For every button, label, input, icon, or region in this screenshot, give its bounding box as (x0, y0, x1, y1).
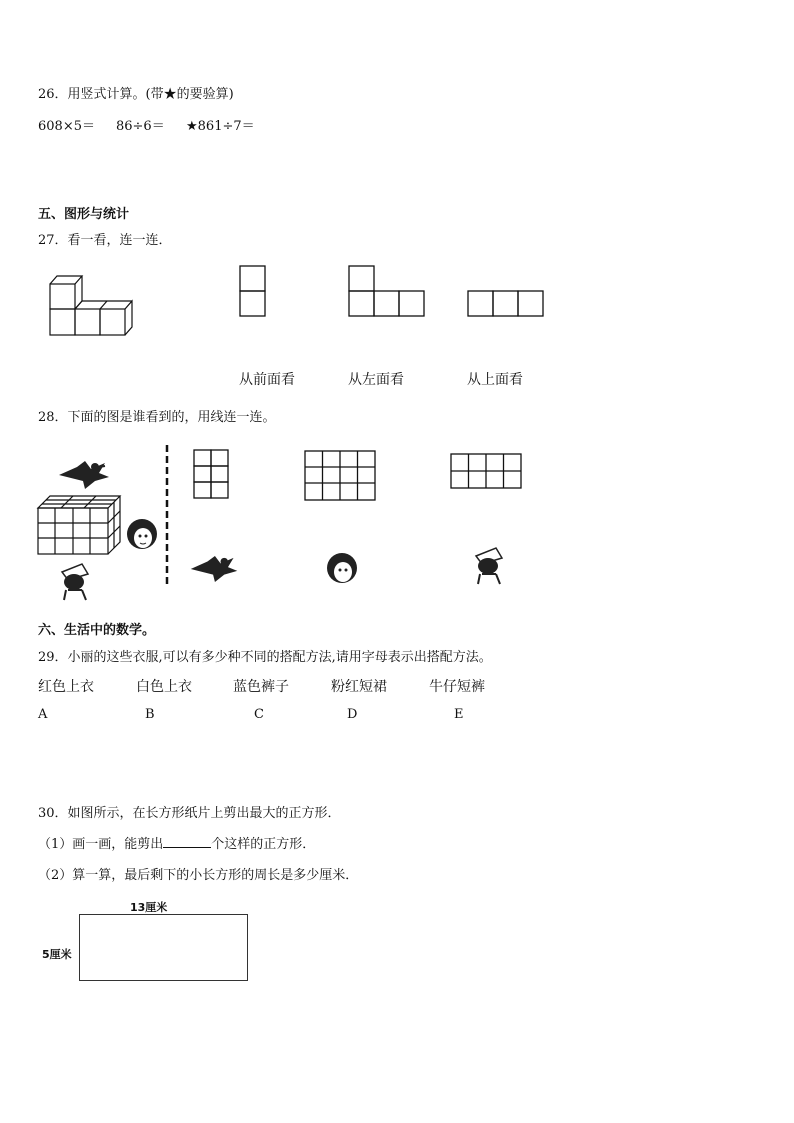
clothing-item-d: 粉红短裙 (331, 679, 387, 695)
q26-expr-1: 608×5＝ (38, 119, 95, 134)
view-label-front: 从前面看 (239, 372, 295, 388)
girl-face-icon (124, 516, 160, 554)
q28-view-grid-2 (304, 450, 378, 502)
q30-title: 30．如图所示，在长方形纸片上剪出最大的正方形． (38, 806, 341, 821)
q26-expr-3: ★861÷7＝ (186, 119, 255, 134)
bird-icon (55, 457, 113, 493)
view-option-3 (467, 290, 547, 320)
view-label-top: 从上面看 (467, 372, 523, 388)
q30-part-2: （2）算一算，最后剩下的小长方形的周长是多少厘米． (38, 868, 359, 883)
view-option-2 (348, 265, 428, 319)
q28-view-grid-3 (450, 453, 524, 491)
bird-viewer-icon (187, 552, 241, 586)
boy-viewer-icon (470, 544, 508, 586)
q28-view-grid-1 (193, 449, 233, 501)
rect-height-label: 5厘米 (42, 948, 72, 961)
block-stack-figure (36, 492, 126, 558)
letter-a: A (38, 707, 48, 722)
q30-part-1-tail: 个这样的正方形． (211, 837, 316, 852)
answer-blank[interactable] (163, 835, 211, 848)
clothing-item-e: 牛仔短裤 (429, 679, 485, 695)
clothing-item-b: 白色上衣 (136, 679, 192, 695)
view-label-left: 从左面看 (348, 372, 404, 388)
clothing-item-c: 蓝色裤子 (233, 679, 289, 695)
view-option-1 (239, 265, 267, 319)
divider-line (164, 445, 170, 585)
letter-d: D (347, 707, 358, 722)
boy-with-hat-icon (56, 560, 94, 602)
q26-title: 26．用竖式计算。(带★的要验算) (38, 87, 234, 102)
letter-b: B (145, 707, 155, 722)
clothing-item-a: 红色上衣 (38, 679, 94, 695)
q27-title: 27．看一看，连一连． (38, 233, 172, 248)
cube-stack-figure (46, 270, 142, 342)
rect-width-label: 13厘米 (130, 901, 168, 914)
paper-rectangle (79, 914, 248, 981)
q28-title: 28．下面的图是谁看到的，用线连一连。 (38, 410, 276, 425)
q30-part-1-lead: （1）画一画，能剪出 (38, 837, 164, 852)
q29-title: 29．小丽的这些衣服,可以有多少种不同的搭配方法,请用字母表示出搭配方法。 (38, 650, 492, 665)
letter-e: E (454, 707, 464, 722)
section-5-title: 五、图形与统计 (38, 207, 130, 222)
section-6-title: 六、生活中的数学。 (38, 623, 156, 638)
girl-viewer-icon (324, 550, 360, 588)
letter-c: C (254, 707, 264, 722)
q26-expr-2: 86÷6＝ (116, 119, 165, 134)
q30-part-1 (38, 833, 315, 852)
